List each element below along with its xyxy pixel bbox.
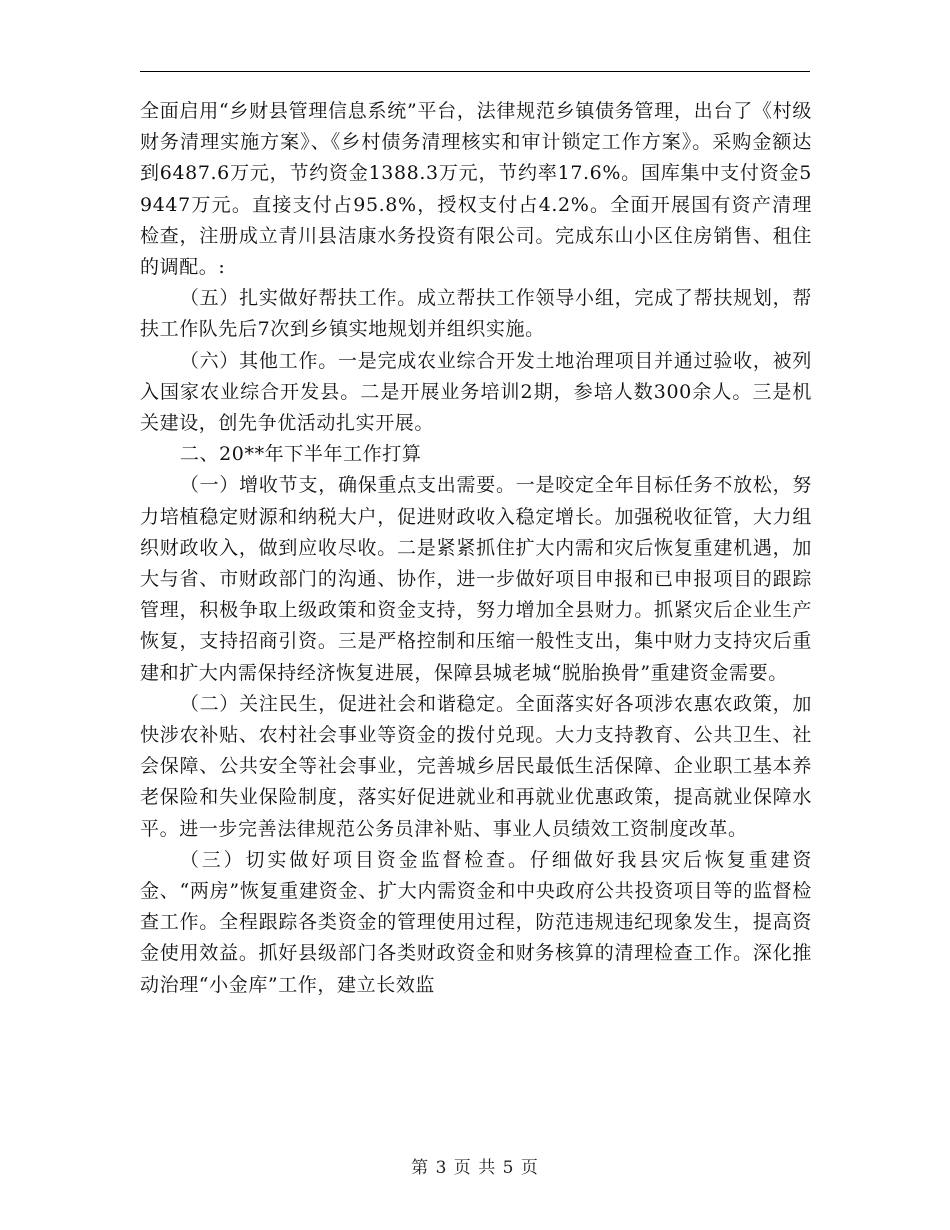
page-number-footer: 第 3 页 共 5 页 (411, 1158, 539, 1178)
section-heading-plans: 二、20**年下半年工作打算 (179, 443, 422, 466)
paragraph-section-5: （五）扎实做好帮扶工作。成立帮扶工作领导小组，完成了帮扶规划，帮扶工作队先后7次到乡镇实地规划并组织实施。 (140, 287, 812, 341)
document-body (140, 96, 812, 1001)
paragraph-section-6: （六）其他工作。一是完成农业综合开发土地治理项目并通过验收，被列入国家农业综合开发县。二是开展业务培训2期，参培人数300余人。三是机关建设，创先争优活动扎实开展。 (140, 349, 812, 435)
paragraph-plan-3: （三）切实做好项目资金监督检查。仔细做好我县灾后恢复重建资金、“两房”恢复重建资金、扩大内需资金和中央政府公共投资项目等的监督检查工作。全程跟踪各类资金的管理使用过程，防范违规违纪现象发生，提高资金使用效益。抓好县级部门各类财政资金和财务核算的清理检查工作。深化推动治理“小金库”工作，建立长效监 (140, 848, 812, 996)
paragraph-plan-1: （一）增收节支，确保重点支出需要。一是咬定全年目标任务不放松，努力培植稳定财源和纳税大户，促进财政收入稳定增长。加强税收征管，大力组织财政收入，做到应收尽收。二是紧紧抓住扩大内需和灾后恢复重建机遇，加大与省、市财政部门的沟通、协作，进一步做好项目申报和已申报项目的跟踪管理，积极争取上级政策和资金支持，努力增加全县财力。抓紧灾后企业生产恢复，支持招商引资。三是严格控制和压缩一般性支出，集中财力支持灾后重建和扩大内需保持经济恢复进展，保障县城老城“脱胎换骨”重建资金需要。 (140, 474, 812, 684)
paragraph-plan-2: （二）关注民生，促进社会和谐稳定。全面落实好各项涉农惠农政策，加快涉农补贴、农村社会事业等资金的拨付兑现。大力支持教育、公共卫生、社会保障、公共安全等社会事业，完善城乡居民最低生活保障、企业职工基本养老保险和失业保险制度，落实好促进就业和再就业优惠政策，提高就业保障水平。进一步完善法律规范公务员津补贴、事业人员绩效工资制度改革。 (140, 692, 812, 840)
paragraph-continuation: 全面启用“乡财县管理信息系统”平台，法律规范乡镇债务管理，出台了《村级财务清理实施方案》、《乡村债务清理核实和审计锁定工作方案》。采购金额达到6487.6万元，节约资金1388.3万元，节约率17.6%。国库集中支付资金59447万元。直接支付占95.8%，授权支付占4.2%。全面开展国有资产清理检查，注册成立青川县洁康水务投资有限公司。完成东山小区住房销售、租住的调配。: (140, 100, 812, 279)
header-rule (140, 71, 810, 72)
